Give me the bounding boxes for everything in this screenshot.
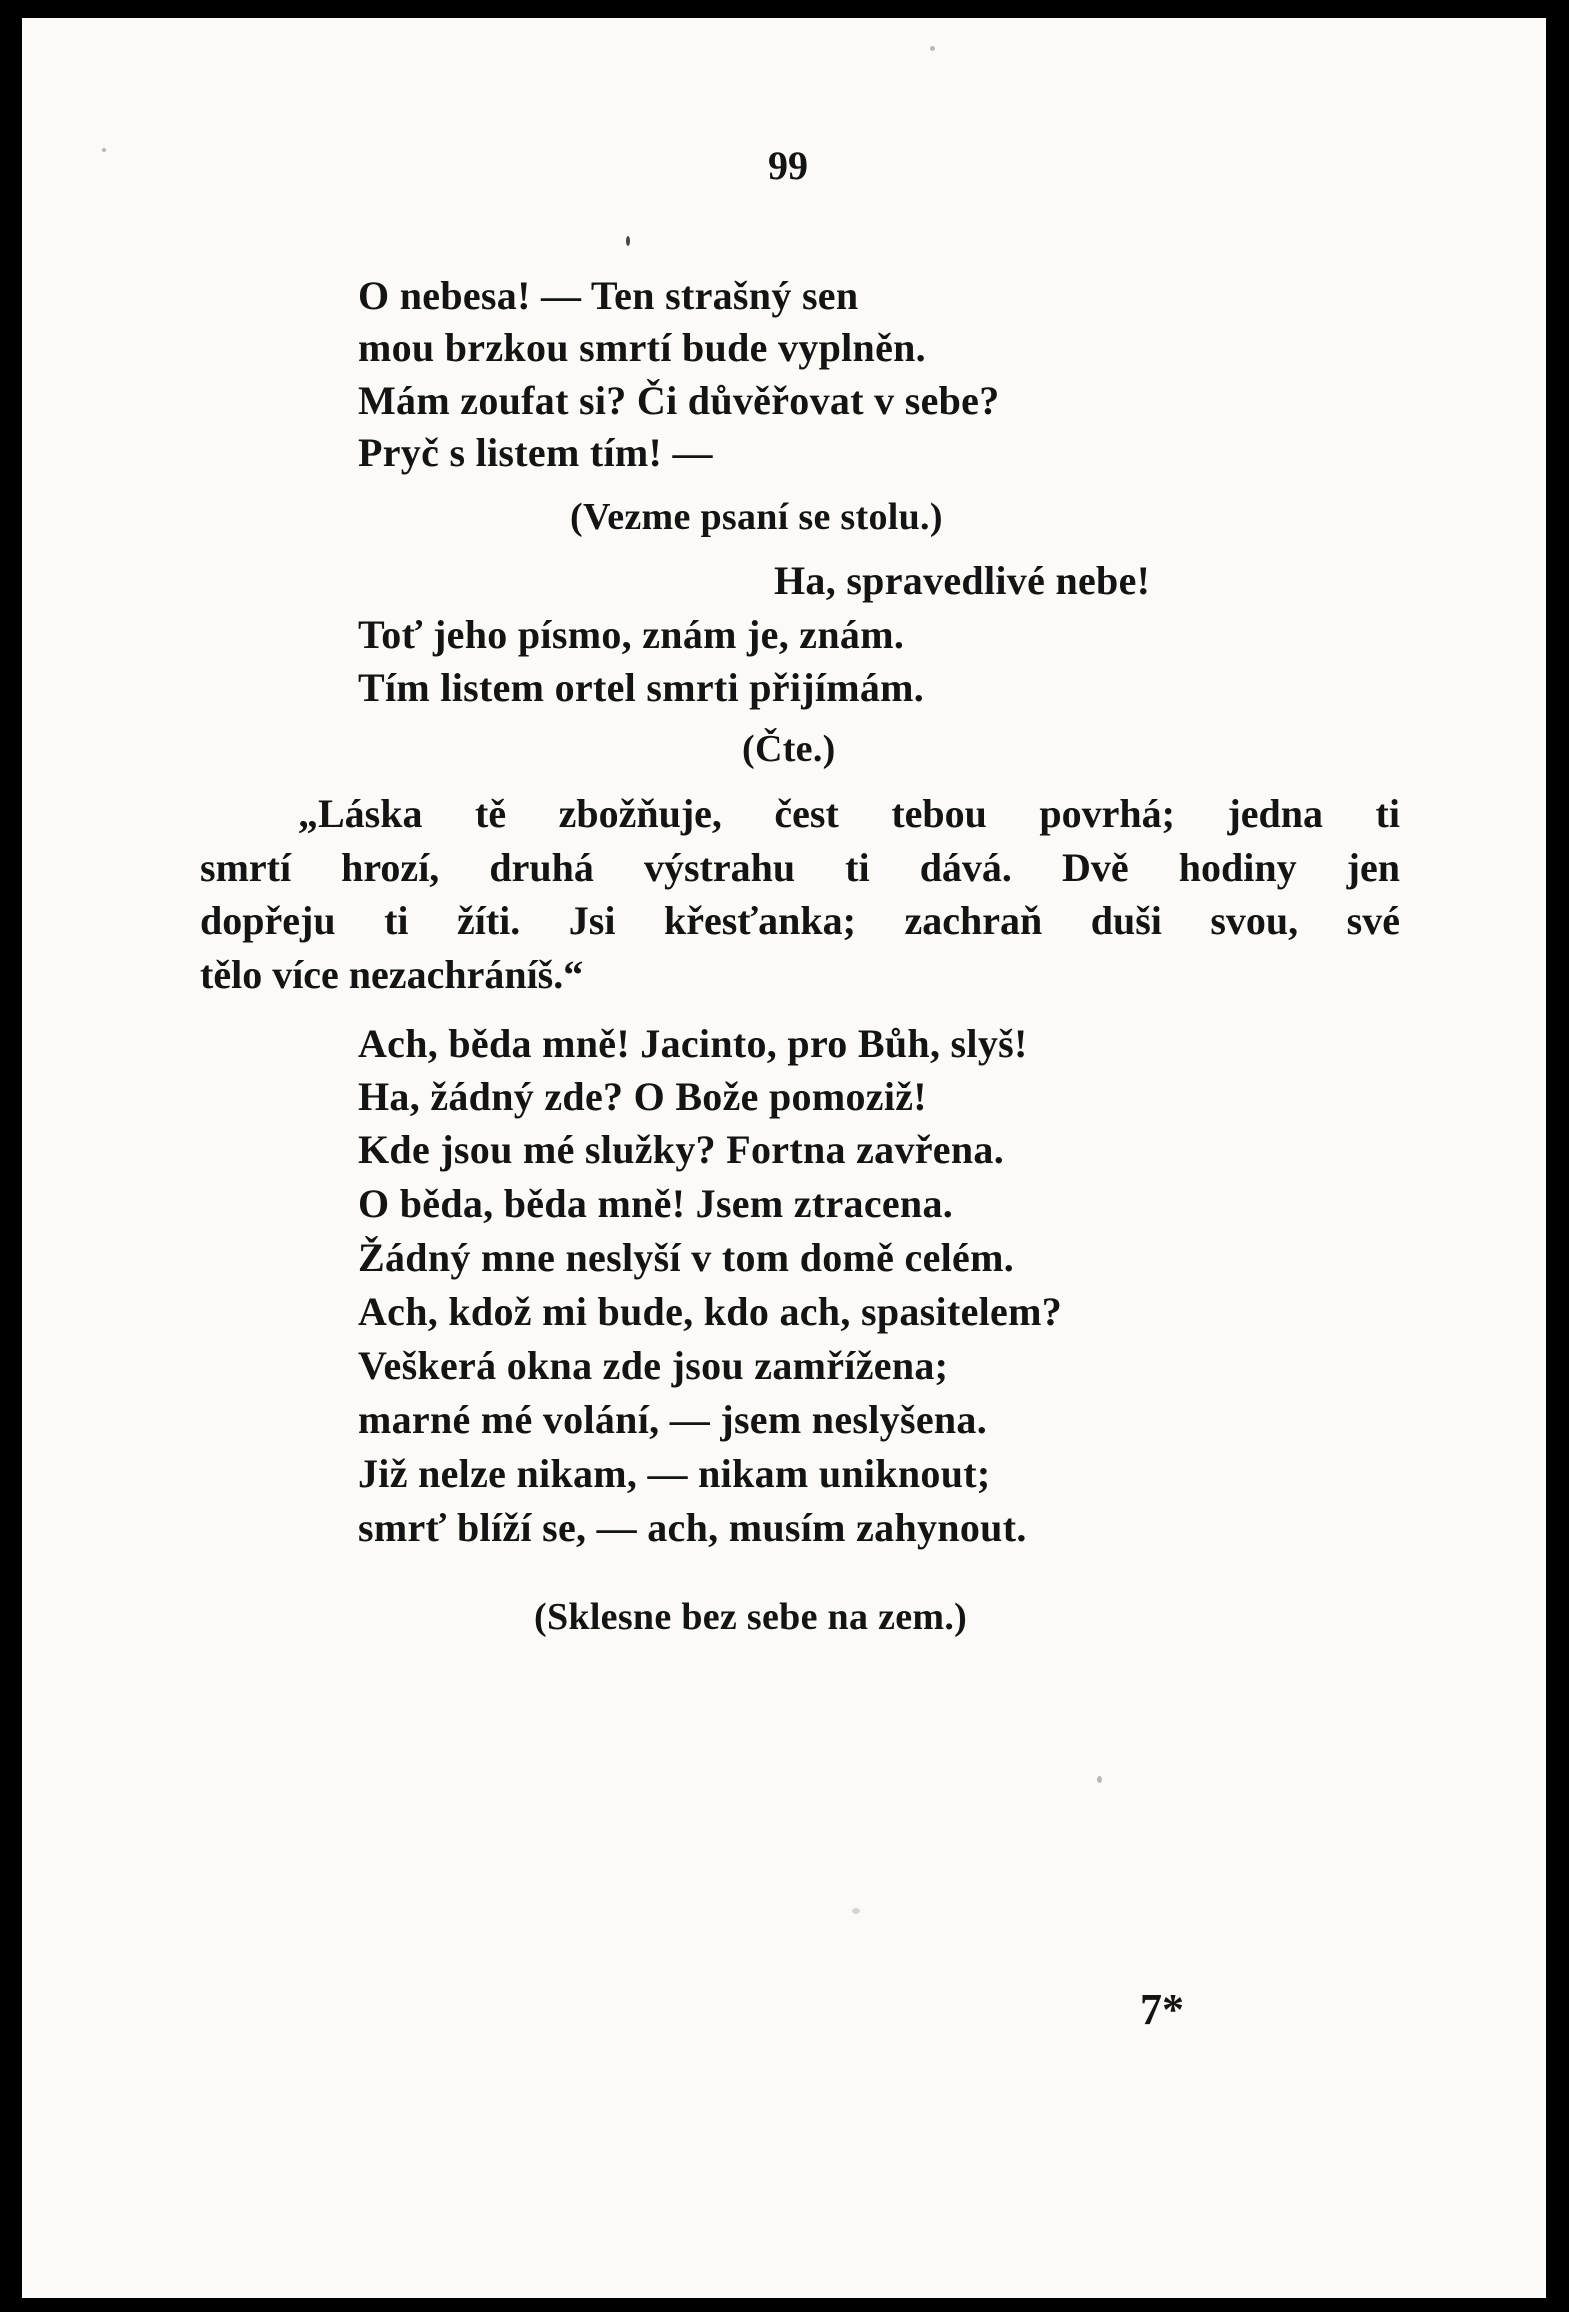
verse-line: Ha, žádný zde? O Bože pomoziž! — [358, 1074, 927, 1119]
verse-line: Mám zoufat si? Či důvěřovat v sebe? — [358, 378, 1000, 423]
verse-line: Již nelze nikam, — nikam uniknout; — [358, 1451, 991, 1496]
verse-line: Žádný mne neslyší v tom domě celém. — [358, 1235, 1015, 1280]
letter-line: smrtí hrozí, druhá výstrahu ti dává. Dvě hodiny jen — [200, 845, 1400, 890]
stage-direction: (Čte.) — [742, 728, 836, 770]
verse-line: O běda, běda mně! Jsem ztracena. — [358, 1181, 954, 1226]
verse-line: smrť blíží se, — ach, musím zahynout. — [358, 1505, 1027, 1550]
signature-mark: 7* — [1140, 1985, 1184, 2034]
verse-line: Toť jeho písmo, znám je, znám. — [358, 612, 905, 657]
verse-line: Ach, kdož mi bude, kdo ach, spasitelem? — [358, 1289, 1063, 1334]
verse-line: mou brzkou smrtí bude vyplněn. — [358, 325, 926, 370]
verse-line: Tím listem ortel smrti přijímám. — [358, 665, 925, 710]
print-speck — [626, 236, 630, 246]
letter-line: dopřeju ti žíti. Jsi křesťanka; zachraň duši svou, své — [200, 898, 1400, 943]
verse-line: Pryč s listem tím! — — [358, 430, 713, 475]
stage-direction: (Vezme psaní se stolu.) — [570, 496, 943, 538]
stage-direction: (Sklesne bez sebe na zem.) — [534, 1596, 968, 1638]
letter-line: tělo více nezachráníš.“ — [200, 952, 584, 997]
verse-line: Kde jsou mé služky? Fortna zavřena. — [358, 1127, 1005, 1172]
verse-line-indented: Ha, spravedlivé nebe! — [774, 558, 1151, 603]
verse-line: Ach, běda mně! Jacinto, pro Bůh, slyš! — [358, 1021, 1028, 1066]
print-speck — [930, 46, 935, 51]
print-speck — [1097, 1776, 1102, 1783]
book-page — [22, 18, 1546, 2298]
print-speck — [102, 148, 106, 152]
letter-line: „Láska tě zbožňuje, čest tebou povrhá; jedna ti — [298, 791, 1400, 836]
verse-line: Veškerá okna zde jsou zamřížena; — [358, 1343, 949, 1388]
print-speck — [852, 1908, 860, 1914]
verse-line: O nebesa! — Ten strašný sen — [358, 273, 859, 318]
verse-line: marné mé volání, — jsem neslyšena. — [358, 1397, 988, 1442]
page-number: 99 — [768, 143, 808, 188]
